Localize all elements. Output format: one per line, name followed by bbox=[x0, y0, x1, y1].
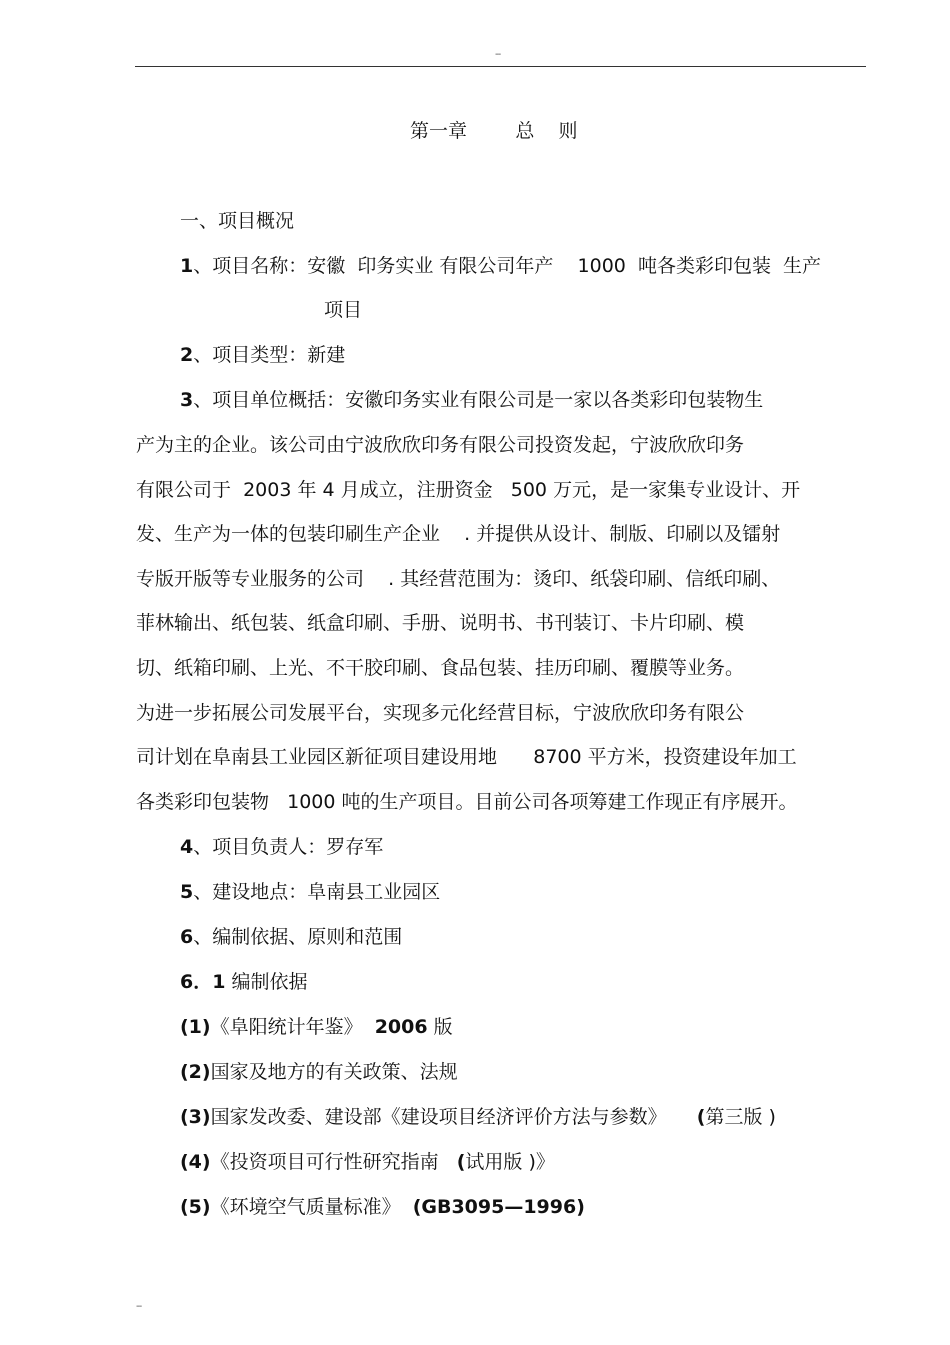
paragraph-line: 专版开版等专业服务的公司 . 其经营范围为：烫印、纸袋印刷、信纸印刷、 bbox=[136, 568, 781, 590]
header-rule bbox=[135, 66, 866, 67]
reference-text: 《环境空气质量标准》 bbox=[210, 1196, 413, 1218]
reference-item bbox=[180, 1060, 458, 1084]
reference-tail: ( bbox=[456, 1151, 466, 1173]
reference-text: 国家及地方的有关政策、法规 bbox=[210, 1061, 458, 1083]
reference-tail: 2006 bbox=[374, 1016, 428, 1038]
item-1 bbox=[180, 254, 821, 278]
reference-text: 国家发改委、建设部《建设项目经济评价方法与参数》 bbox=[210, 1106, 697, 1128]
paragraph-line: 为进一步拓展公司发展平台，实现多元化经营目标，宁波欣欣印务有限公 bbox=[136, 702, 745, 724]
reference-number: (5) bbox=[180, 1196, 211, 1218]
item-text: 、项目单位概括：安徽印务实业有限公司是一家以各类彩印包装物生 bbox=[193, 389, 764, 411]
item-text: 、建设地点：阜南县工业园区 bbox=[193, 881, 441, 903]
reference-number: (2) bbox=[180, 1061, 211, 1083]
item-number: 1 bbox=[180, 255, 194, 277]
paragraph-line: 产为主的企业。该公司由宁波欣欣印务有限公司投资发起，宁波欣欣印务 bbox=[136, 434, 745, 456]
footer-mark: -- bbox=[136, 1301, 142, 1312]
item-number: 5 bbox=[180, 881, 194, 903]
item-2 bbox=[180, 343, 345, 367]
item-text: 、项目名称：安徽 印务实业 有限公司年产 1000 吨各类彩印包装 生产 bbox=[193, 255, 822, 277]
item-text: 、编制依据、原则和范围 bbox=[193, 926, 403, 948]
paragraph-line: 有限公司于 2003 年 4 月成立，注册资金 500 万元，是一家集专业设计、开 bbox=[136, 479, 801, 501]
reference-text: 《阜阳统计年鉴》 bbox=[210, 1016, 375, 1038]
item-number: 4 bbox=[180, 836, 194, 858]
reference-number: (4) bbox=[180, 1151, 211, 1173]
paragraph-line: 切、纸箱印刷、上光、不干胶印刷、食品包装、挂历印刷、覆膜等业务。 bbox=[136, 657, 745, 679]
reference-item bbox=[180, 1105, 776, 1129]
chapter-title: 第一章 总 则 bbox=[410, 120, 578, 142]
item-number: 2 bbox=[180, 344, 194, 366]
item-number: 3 bbox=[180, 389, 194, 411]
item-4 bbox=[180, 835, 383, 859]
reference-number: (3) bbox=[180, 1106, 211, 1128]
item-text: 编制依据 bbox=[225, 971, 308, 993]
reference-tail-text: 试用版 )》 bbox=[465, 1151, 555, 1173]
item-1-continuation: 项目 bbox=[324, 299, 363, 321]
item-5 bbox=[180, 880, 440, 904]
reference-tail: ( bbox=[696, 1106, 706, 1128]
reference-text: 《投资项目可行性研究指南 bbox=[210, 1151, 457, 1173]
item-number: 6 bbox=[180, 926, 194, 948]
reference-item bbox=[180, 1195, 585, 1219]
section-heading: 一、项目概况 bbox=[180, 210, 295, 232]
reference-item bbox=[180, 1015, 453, 1039]
item-3 bbox=[180, 388, 763, 412]
paragraph-line: 发、生产为一体的包装印刷生产企业 . 并提供从设计、制版、印刷以及镭射 bbox=[136, 523, 781, 545]
item-number: 6．1 bbox=[180, 971, 226, 993]
item-text: 、项目类型：新建 bbox=[193, 344, 346, 366]
reference-tail-text: 第三版 ) bbox=[705, 1106, 776, 1128]
reference-tail-text: 版 bbox=[427, 1016, 453, 1038]
item-6 bbox=[180, 925, 402, 949]
header-mark: -- bbox=[495, 49, 501, 60]
paragraph-line: 菲林输出、纸包装、纸盒印刷、手册、说明书、书刊装订、卡片印刷、模 bbox=[136, 612, 745, 634]
paragraph-line: 司计划在阜南县工业园区新征项目建设用地 8700 平方米，投资建设年加工 bbox=[136, 746, 797, 768]
reference-number: (1) bbox=[180, 1016, 211, 1038]
reference-tail: (GB3095—1996) bbox=[412, 1196, 585, 1218]
item-text: 、项目负责人：罗存军 bbox=[193, 836, 384, 858]
item-6-1 bbox=[180, 970, 308, 994]
paragraph-line: 各类彩印包装物 1000 吨的生产项目。目前公司各项筹建工作现正有序展开。 bbox=[136, 791, 798, 813]
reference-item bbox=[180, 1150, 555, 1174]
